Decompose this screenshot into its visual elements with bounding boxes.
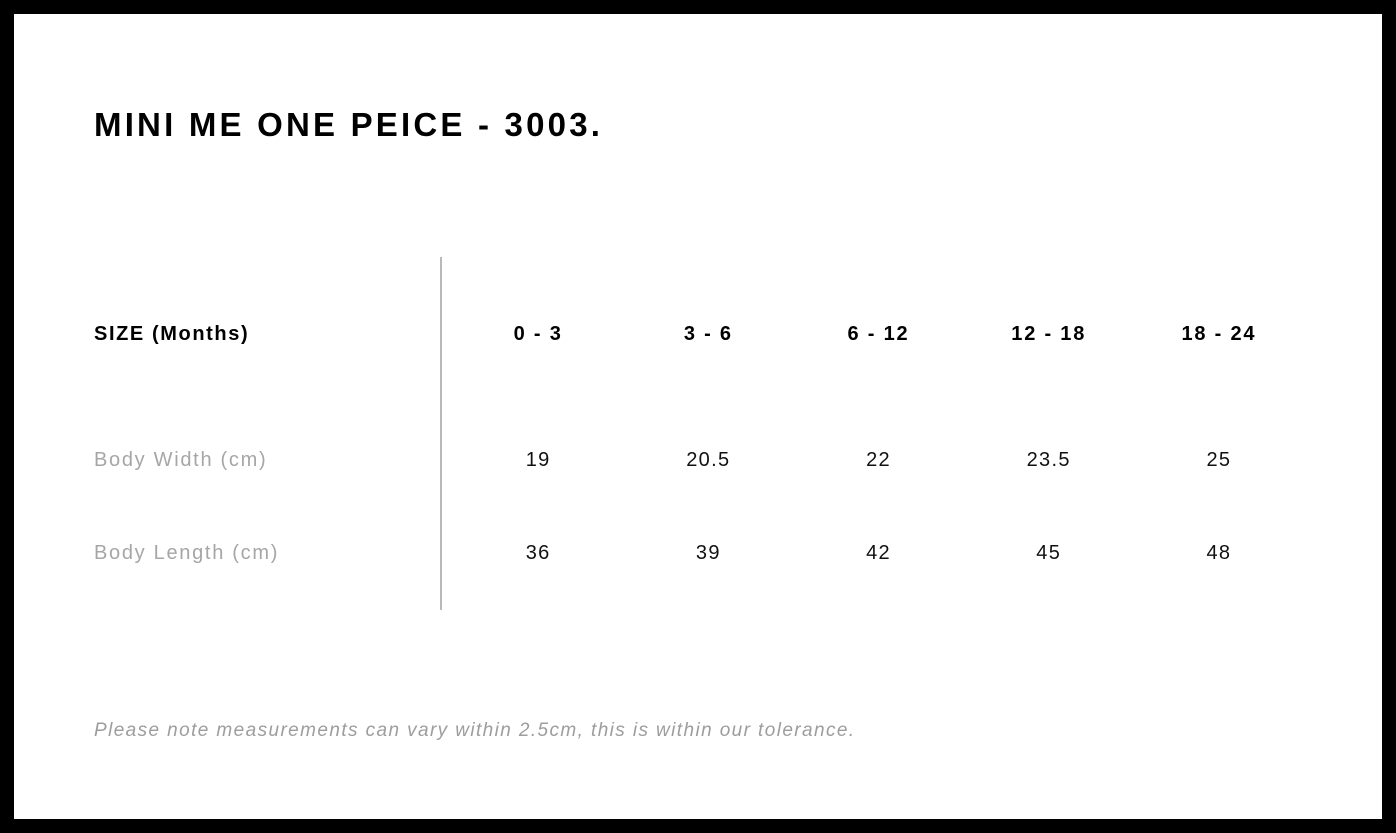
table-cell (793, 414, 963, 507)
column-header-2 (793, 254, 963, 414)
measurement-value: 45 (1036, 542, 1062, 564)
table-cell (623, 414, 793, 507)
tolerance-note: Please note measurements can vary within 2.5cm, this is within our tolerance. (94, 720, 856, 741)
table-cell (453, 414, 623, 507)
table-header-label-cell (94, 254, 453, 414)
measurement-value: 25 (1206, 449, 1232, 471)
size-chart-table-wrapper (94, 254, 1304, 600)
measurement-value: 39 (695, 542, 721, 564)
measurement-value: 42 (866, 542, 891, 564)
column-header-text: 18 - 24 (1181, 322, 1257, 345)
table-cell (1134, 414, 1304, 507)
column-header-text: 0 - 3 (513, 322, 563, 345)
measurement-value: 22 (866, 449, 891, 471)
page-title: MINI ME ONE PEICE - 3003. (94, 106, 604, 143)
size-chart-page (14, 14, 1382, 819)
table-cell (793, 507, 963, 600)
table-cell (964, 414, 1134, 507)
row-label-cell (94, 507, 453, 600)
column-header-text: 6 - 12 (847, 322, 910, 345)
column-header-4 (1134, 254, 1304, 414)
table-cell (1134, 507, 1304, 600)
row-label-text: Body Length (cm) (94, 542, 280, 564)
column-header-text: 3 - 6 (683, 322, 733, 345)
measurement-value: 23.5 (1026, 449, 1071, 471)
table-header-row (94, 254, 1304, 414)
table-row (94, 414, 1304, 507)
size-chart-table (94, 254, 1304, 600)
measurement-value: 36 (525, 542, 551, 564)
table-cell (453, 507, 623, 600)
column-header-1 (623, 254, 793, 414)
measurement-value: 48 (1206, 542, 1232, 564)
row-label-text: Body Width (cm) (94, 449, 268, 471)
measurement-value: 20.5 (686, 449, 731, 471)
column-header-3 (964, 254, 1134, 414)
row-label-cell (94, 414, 453, 507)
size-header-label: SIZE (Months) (94, 322, 250, 345)
column-header-0 (453, 254, 623, 414)
column-header-text: 12 - 18 (1011, 322, 1087, 345)
measurement-value: 19 (525, 449, 551, 471)
table-cell (964, 507, 1134, 600)
table-cell (623, 507, 793, 600)
table-row (94, 507, 1304, 600)
